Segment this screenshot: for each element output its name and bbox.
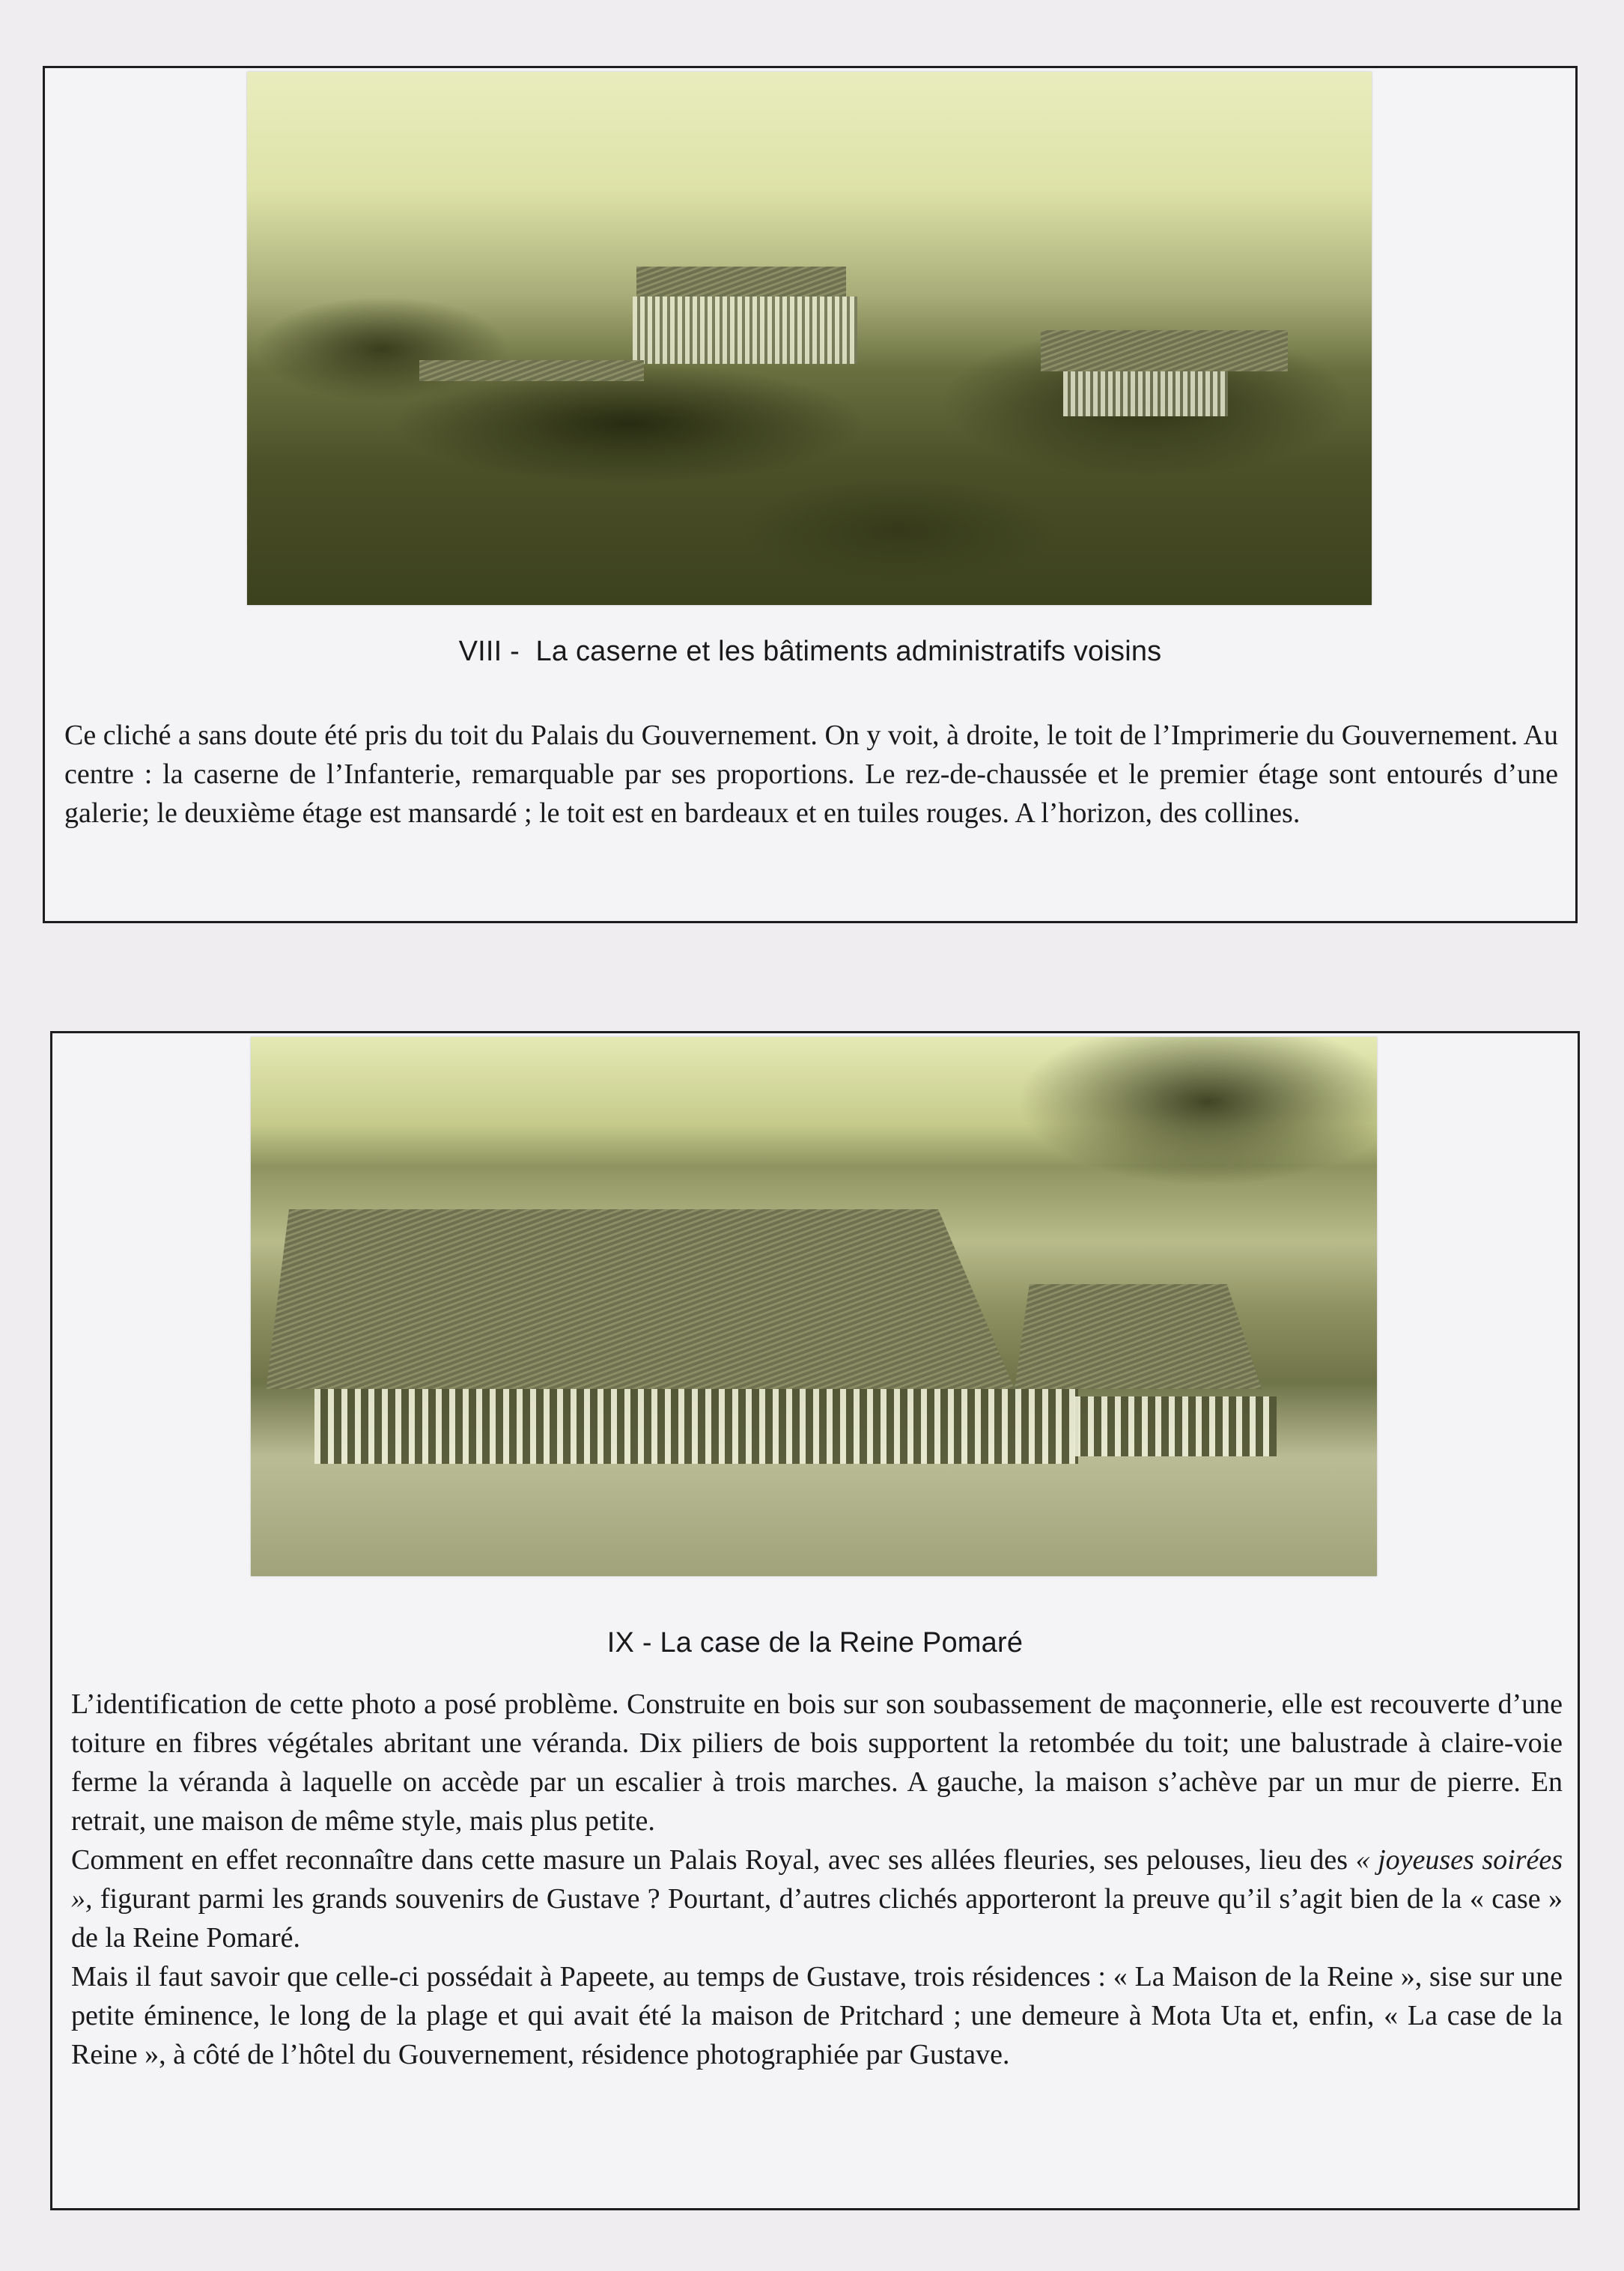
- figure-caption: VIII - La caserne et les bâtiments administratifs voisins: [458, 636, 1162, 667]
- side-building-roof: [419, 360, 644, 381]
- printing-office-roof: [1041, 330, 1288, 371]
- annex-roof: [1015, 1284, 1262, 1389]
- photo-queen-house: [251, 1037, 1377, 1576]
- paragraph-text: Comment en effet reconnaître dans cette masure un Palais Royal, avec ses allées fleuries, ses pelouses, lieu des: [71, 1844, 1356, 1876]
- barracks-building: [633, 297, 857, 364]
- figure-block-viii: [43, 66, 1578, 923]
- italic-quote: « joyeuses soirées »,: [71, 1844, 1563, 1915]
- figure-description: [64, 716, 1558, 833]
- main-thatched-roof: [251, 1209, 1015, 1389]
- annex-veranda: [1074, 1396, 1277, 1456]
- paragraph: L’identification de cette photo a posé problème. Construite en bois sur son soubassement de maçonnerie, elle est recouverte d’une toiture en fibres végétales abritant une véranda. Dix piliers de bois supportent la retombée du toit; une balustrade à claire-voie ferme la véranda à laquelle on accède par un escalier à trois marches. A gauche, la maison s’achève par un mur de pierre. En retrait, une maison de même style, mais plus petite.: [71, 1688, 1563, 1837]
- figure-caption: IX - La case de la Reine Pomaré: [606, 1627, 1024, 1659]
- paragraph: Ce cliché a sans doute été pris du toit du Palais du Gouvernement. On y voit, à droite, le toit de l’Imprimerie du Gouvernement. Au centre : la caserne de l’Infanterie, remarquable par ses proportions. Le rez-de-chaussée et le premier étage sont entourés d’une galerie; le deuxième étage est mansardé ; le toit est en bardeaux et en tuiles rouges. A l’horizon, des collines.: [64, 720, 1558, 829]
- figure-description: [71, 1685, 1563, 2074]
- paragraph: Mais il faut savoir que celle-ci possédait à Papeete, au temps de Gustave, trois résidences : « La Maison de la Reine », sise sur une petite éminence, le long de la plage et qui avait été la maison de Pritchard ; une demeure à Mota Uta et, enfin, « La case de la Reine », à côté de l’hôtel du Gouvernement, résidence photographiée par Gustave.: [71, 1961, 1563, 2070]
- paragraph-text: figurant parmi les grands souvenirs de Gustave ? Pourtant, d’autres clichés apporteront la preuve qu’il s’agit bien de la « case » de la Reine Pomaré.: [71, 1883, 1563, 1954]
- figure-block-ix: [50, 1031, 1580, 2210]
- printing-office-building: [1063, 371, 1228, 416]
- veranda-balustrade: [314, 1389, 1078, 1464]
- barracks-roof: [636, 267, 846, 297]
- paragraph: [71, 1840, 1563, 1957]
- photo-barracks: [247, 72, 1372, 605]
